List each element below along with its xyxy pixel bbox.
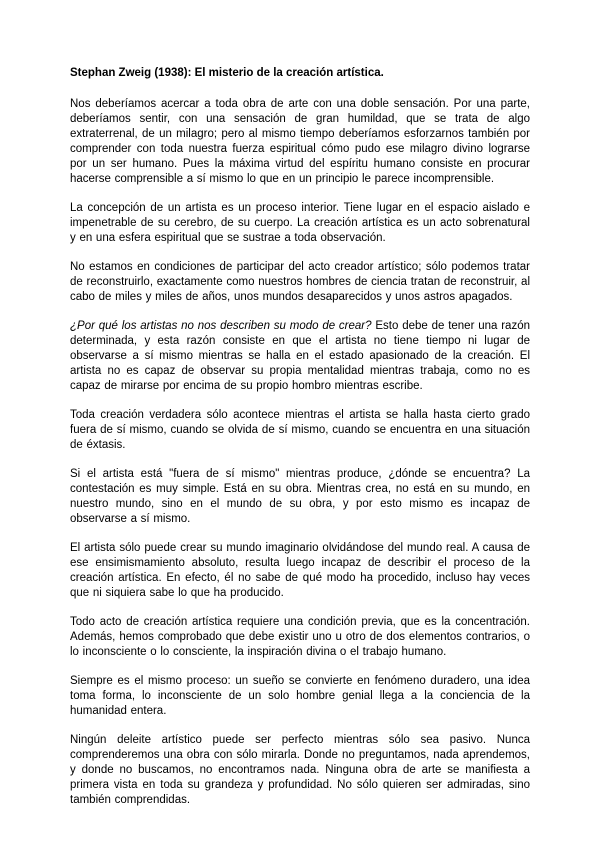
- paragraph-run: Siempre es el mismo proceso: un sueño se convierte en fenómeno duradero, una idea toma forma, lo inconsciente de un solo hombre genial llega a la conciencia de la humanidad entera.: [70, 675, 530, 717]
- paragraph: [70, 201, 530, 246]
- paragraph-run: Si el artista está "fuera de sí mismo" mientras produce, ¿dónde se encuentra? La contestación es muy simple. Está en su obra. Mientras crea, no está en su mundo, en nuestro mundo, sino en el mundo de su obra, y por esto mismo es incapaz de observarse a sí mismo.: [70, 468, 530, 525]
- paragraph-run: El artista sólo puede crear su mundo imaginario olvidándose del mundo real. A causa de ese ensimismamiento absoluto, resulta luego incapaz de describir el proceso de la creación artística. En efecto, él no sabe de qué modo ha procedido, incluso hay veces que ni siquiera sabe lo que ha producido.: [70, 542, 530, 599]
- paragraph-run: La concepción de un artista es un proceso interior. Tiene lugar en el espacio aislado e impenetrable de su cerebro, de su cuerpo. La creación artística es un acto sobrenatural y en una esfera espiritual que se sustrae a toda observación.: [70, 202, 530, 244]
- paragraph-run: No estamos en condiciones de participar del acto creador artístico; sólo podemos tratar de reconstruirlo, exactamente como nuestros hombres de ciencia tratan de reconstruir, al cabo de miles y miles de años, unos mundos desaparecidos y unos astros apagados.: [70, 261, 530, 303]
- paragraph: [70, 319, 530, 394]
- document-body: [70, 97, 530, 808]
- paragraph-run: Ningún deleite artístico puede ser perfecto mientras sólo sea pasivo. Nunca comprenderemos una obra con sólo mirarla. Donde no preguntamos, nada aprendemos, y donde no buscamos, no encontramos nada. Ninguna obra de arte se manifiesta a primera vista en toda su grandeza y profundidad. No sólo quieren ser admiradas, sino también comprendidas.: [70, 734, 530, 806]
- paragraph: [70, 541, 530, 601]
- paragraph: [70, 408, 530, 453]
- document-title: Stephan Zweig (1938): El misterio de la creación artística.: [70, 67, 384, 79]
- paragraph: [70, 467, 530, 527]
- paragraph-run: Toda creación verdadera sólo acontece mientras el artista se halla hasta cierto grado fuera de sí mismo, cuando se olvida de sí mismo, cuando se encuentra en una situación de éxtasis.: [70, 409, 530, 451]
- paragraph-run: Nos deberíamos acercar a toda obra de arte con una doble sensación. Por una parte, deberíamos sentir, con una sensación de gran humildad, que se trata de algo extraterrenal, de un milagro; pero al mismo tiempo deberíamos esforzarnos también por comprender con toda nuestra fuerza espiritual cómo pudo ese milagro divino lograrse por un ser humano. Pues la máxima virtud del espíritu humano consiste en procurar hacerse comprensible a sí mismo lo que en un principio le parece incomprensible.: [70, 98, 530, 185]
- paragraph: [70, 615, 530, 660]
- paragraph-run-italic: ¿Por qué los artistas no nos describen su modo de crear?: [70, 320, 372, 332]
- paragraph: [70, 733, 530, 808]
- paragraph: [70, 97, 530, 187]
- paragraph-run: Todo acto de creación artística requiere una condición previa, que es la concentración. Además, hemos comprobado que debe existir uno u otro de dos elementos contrarios, o lo inconsciente o lo consciente, la inspiración divina o el trabajo humano.: [70, 616, 530, 658]
- paragraph: [70, 674, 530, 719]
- paragraph: [70, 260, 530, 305]
- paragraph-run: Esto debe de tener una razón determinada, y esta razón consiste en que el artista no tiene tiempo ni lugar de observarse a sí mismo mientras se halla en el estado apasionado de la creación. El artista no es capaz de observar su propia mentalidad mientras trabaja, como no es capaz de mirarse por encima de su propio hombro mientras escribe.: [70, 320, 530, 392]
